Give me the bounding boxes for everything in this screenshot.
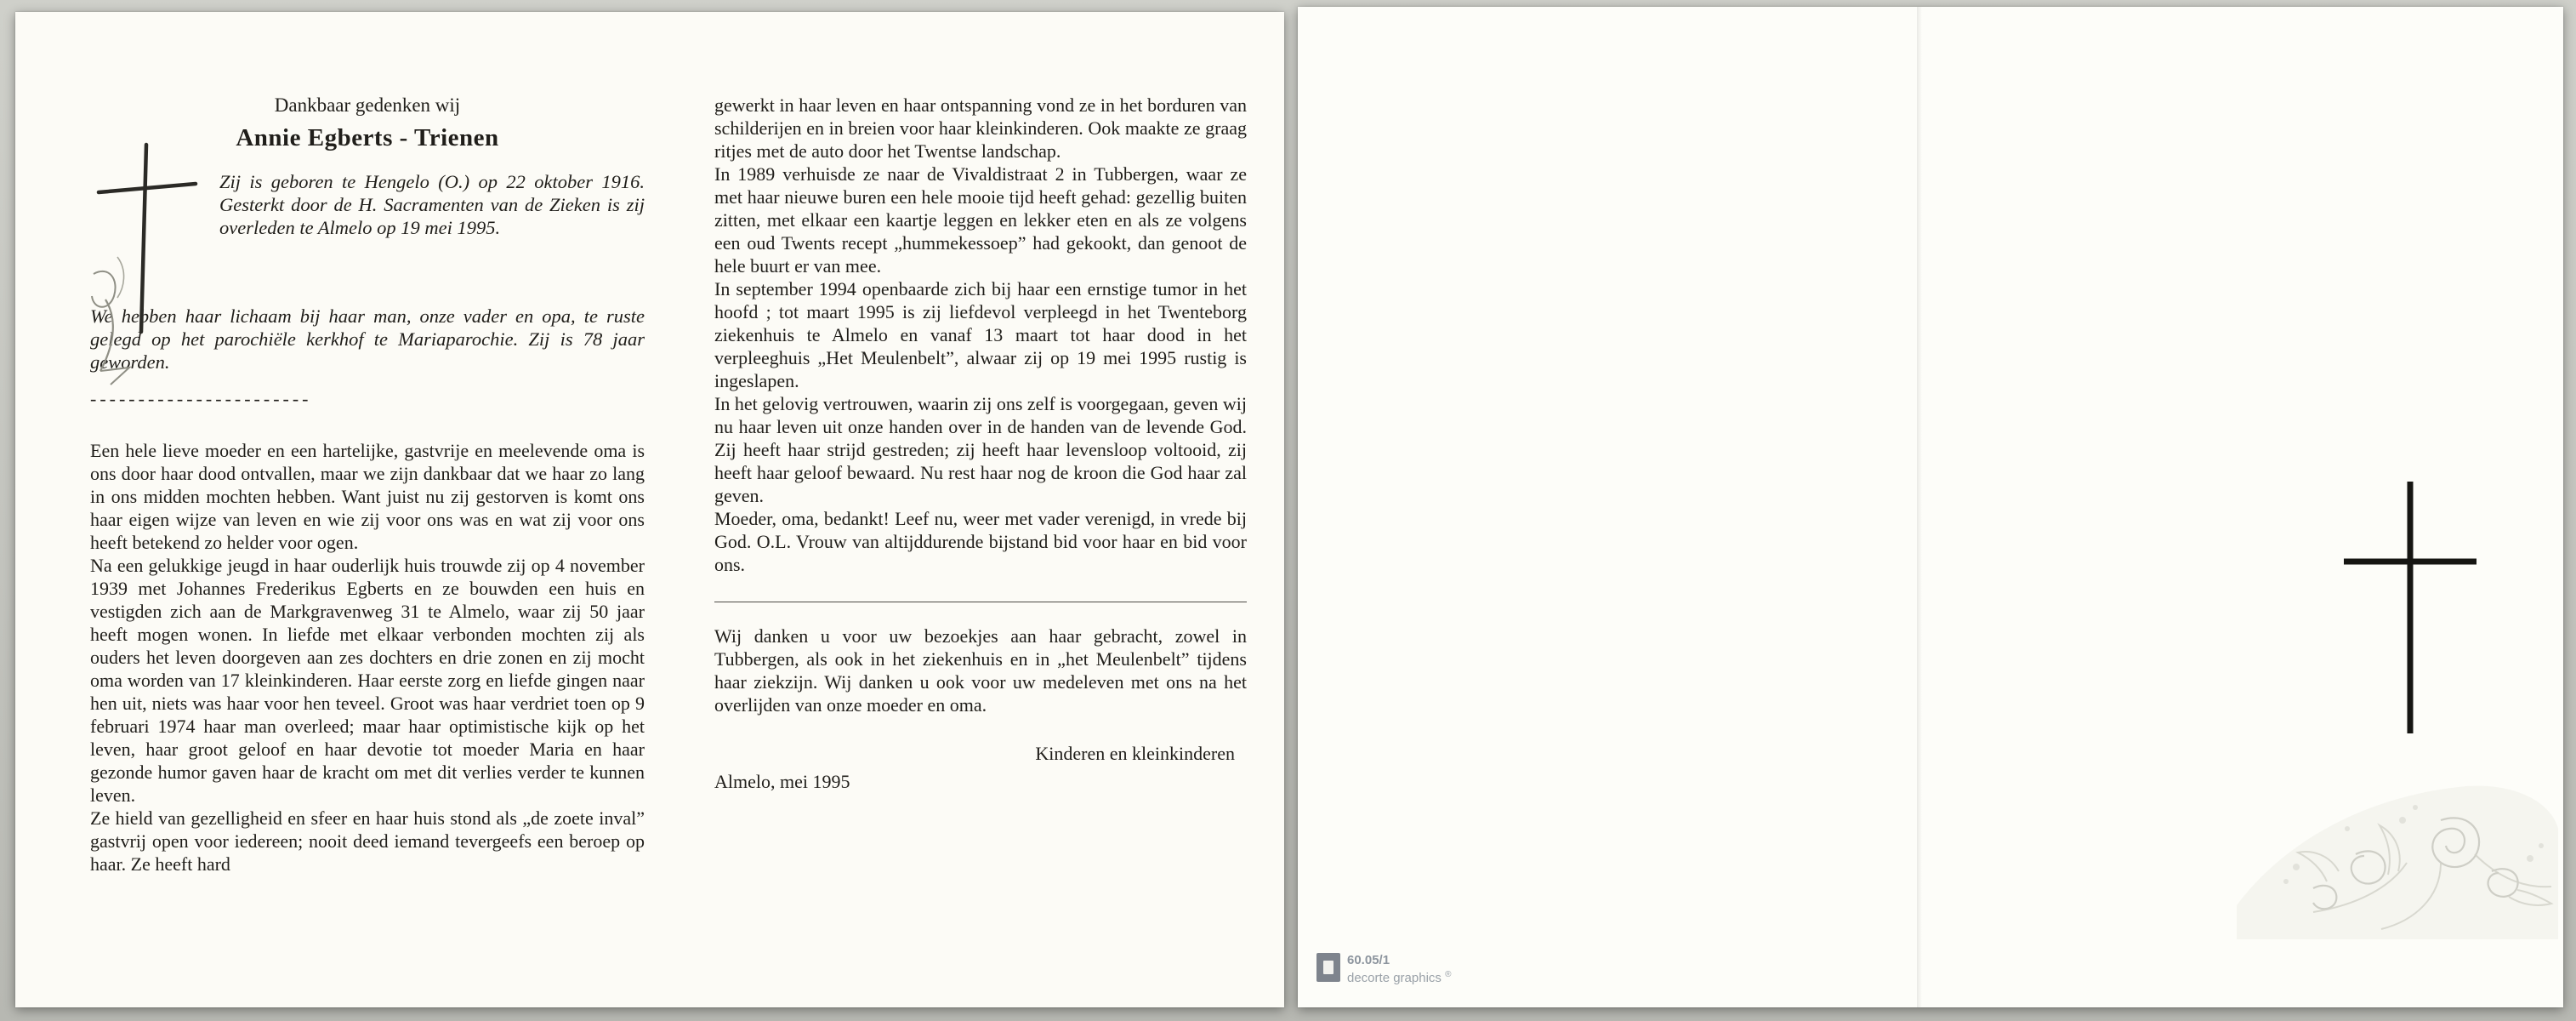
fold-crease	[1917, 7, 1922, 1007]
body-paragraph: In 1989 verhuisde ze naar de Vivaldistraat 2 in Tubbergen, waar ze met haar nieuwe buren een hele mooie tijd heeft gehad: gezellig buiten zitten, met elkaar een kaartje leggen en lekker eten en als ze volgens een oud Twents recept „hummekessoep” had gekookt, dan genoot de hele buurt er van mee.	[714, 163, 1247, 277]
thanks-paragraph: Wij danken u voor uw bezoekjes aan haar gebracht, zowel in Tubbergen, als ook in het ziekenhuis en in „het Meulenbelt” tijdens haar ziekzijn. Wij danken u ook voor uw medeleven met ons na het overlijden van onze moeder en oma.	[714, 625, 1247, 716]
place-date-line: Almelo, mei 1995	[714, 771, 850, 792]
deceased-name: Annie Egberts - Trienen	[236, 124, 499, 151]
body-paragraph: Een hele lieve moeder en een hartelijke, gastvrije en meelevende oma is ons door haar dood ontvallen, maar we zijn dankbaar dat we haar zo lang in ons midden mochten hebben. Want juist nu zij gestorven is komt ons haar eigen wijze van leven en wie zij voor ons was en wat zij voor ons heeft betekend zo helder voor ogen.	[90, 440, 645, 553]
hand-drawn-cross-icon	[68, 129, 221, 402]
printer-mark	[1316, 953, 1451, 985]
printer-name	[1347, 967, 1451, 985]
printer-logo-icon	[1316, 953, 1340, 982]
printer-logo-glyph	[1323, 961, 1333, 974]
memorial-text-column-1	[90, 439, 645, 876]
signature-line: Kinderen en kleinkinderen	[1035, 743, 1235, 764]
body-paragraph: In het gelovig vertrouwen, waarin zij ons zelf is voorgegaan, geven wij nu haar leven uit onze handen over in de handen van de levende God. Zij heeft haar strijd gestreden; zij heeft haar levensloop voltooid, zij heeft haar geloof bewaard. Nu rest haar nog de kroon die God haar zal geven.	[714, 393, 1247, 506]
birth-death-text: Zij is geboren te Hengelo (O.) op 22 oktober 1916. Gesterkt door de H. Sacramenten van de Zieken is zij overleden te Almelo op 19 mei 1995.	[219, 171, 645, 238]
body-paragraph: gewerkt in haar leven en haar ontspanning vond ze in het borduren van schilderijen en in breien voor haar kleinkinderen. Ook maakte ze graag ritjes met de auto door het Twentse landschap.	[714, 94, 1247, 162]
memorial-text-column-2	[714, 94, 1247, 576]
text-column-right	[714, 94, 1247, 793]
floral-illustration	[2186, 693, 2560, 939]
printer-name-text: decorte graphics	[1347, 971, 1442, 985]
body-paragraph: Moeder, oma, bedankt! Leef nu, weer met vader verenigd, in vrede bij God. O.L. Vrouw van altijddurende bijstand bid voor haar en bid voor ons.	[714, 508, 1247, 575]
intro-line: Dankbaar gedenken wij	[274, 94, 461, 116]
dashed-divider: -----------------------	[90, 388, 312, 409]
registered-symbol: ®	[1445, 970, 1452, 979]
printer-code: 60.05/1	[1347, 953, 1390, 967]
memorial-card-outer-cover	[1298, 7, 2563, 1007]
printer-mark-text	[1347, 953, 1451, 985]
body-paragraph: Na een gelukkige jeugd in haar ouderlijk huis trouwde zij op 4 november 1939 met Johannes Frederikus Egberts en ze bouwden een huis en vestigden zich aan de Markgravenweg 31 te Almelo, waar zij 50 jaar heeft mogen wonen. In liefde met elkaar verbonden mochten zij als ouders het leven doorgeven aan zes dochters en drie zonen en zij mocht oma worden van 17 kleinkinderen. Haar eerste zorg en liefde gingen naar hen uit, niets was haar voor hen teveel. Groot was haar verdriet toen op 9 februari 1974 haar man overleed; maar haar optimistische kijk op het leven, haar groot geloof en haar devotie tot moeder Maria en haar gezonde humor gaven haar de kracht om met dit verlies verder te kunnen leven.	[90, 555, 645, 806]
body-paragraph: Ze hield van gezelligheid en sfeer en haar huis stond als „de zoete inval” gastvrij open voor iedereen; nooit deed iemand tevergeefs een beroep op haar. Ze heeft hard	[90, 807, 645, 875]
memorial-card-inner-spread	[15, 12, 1284, 1007]
birth-death-block	[90, 170, 645, 298]
text-column-left	[90, 94, 645, 876]
burial-text: We hebben haar lichaam bij haar man, onze vader en opa, te ruste gelegd op het parochiële kerkhof te Mariaparochie. Zij is 78 jaar geworden.	[90, 305, 645, 373]
body-paragraph: In september 1994 openbaarde zich bij haar een ernstige tumor in het hoofd ; tot maart 1995 is zij liefdevol verpleegd in het Twenteborg ziekenhuis te Almelo en vanaf 13 maart tot haar dood in het verpleeghuis „Het Meulenbelt”, alwaar zij op 19 mei 1995 rustig is ingeslapen.	[714, 278, 1247, 391]
